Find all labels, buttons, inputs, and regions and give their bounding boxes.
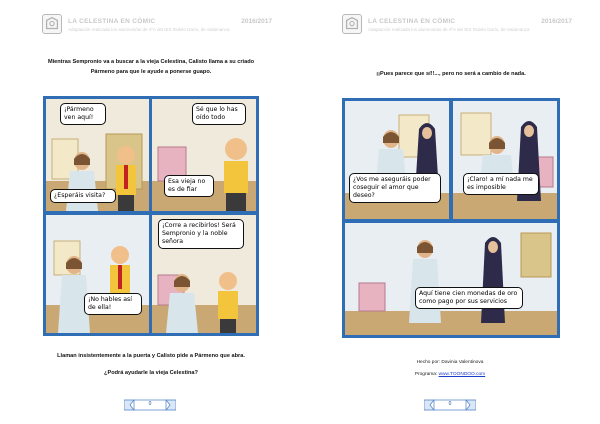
right-page [300, 0, 600, 424]
header-subtitle: Adaptación realizada los alumnos/as de 4ºA del IES Rubén Darío, de Salamanca [368, 27, 530, 32]
comic-strip [43, 96, 259, 336]
page-header [42, 14, 272, 44]
parmeno-figure [110, 246, 130, 295]
speech-bubble: Sé que lo has oído todo [192, 103, 246, 125]
page-number-ribbon [124, 399, 176, 411]
speech-bubble: ¡Claro! a mí nada me es imposible [463, 173, 539, 195]
speech-bubble: Esa vieja no es de fiar [164, 175, 214, 197]
page-header [342, 14, 572, 44]
program-label: Programa: [414, 372, 438, 377]
comic-panel [152, 215, 256, 333]
speech-bubble: ¿Vos me aseguráis poder coseguir el amor que deseo? [349, 173, 441, 203]
intro-text: ¡¡Pues parece que sí!!..., pero no será a cambio de nada. [376, 71, 526, 77]
header-year: 2016/2017 [241, 18, 272, 25]
school-logo-icon [342, 14, 362, 34]
caption-question: ¿Podrá ayudarle la vieja Celestina? [104, 370, 198, 376]
toondoo-link[interactable]: www.TOONDOO.com [438, 372, 486, 377]
header-year: 2016/2017 [541, 18, 572, 25]
comic-panel [453, 101, 557, 219]
header-title: LA CELESTINA EN CÓMIC [68, 18, 156, 25]
parmeno-figure [218, 272, 238, 333]
parmeno-figure [116, 146, 136, 211]
intro-text: Mientras Sempronio va a buscar a la vieja Celestina, Calisto llama a su criado Pármeno para que le ayude a ponerse guapo. [47, 59, 255, 75]
header-title: LA CELESTINA EN CÓMIC [368, 18, 456, 25]
parmeno-figure [224, 138, 248, 211]
caption-text: Llaman insistentemente a la puerta y Calisto pide a Pármeno que abra. [57, 353, 245, 359]
page-number-ribbon [424, 399, 476, 411]
speech-bubble: ¡Pármeno ven aquí! [60, 103, 106, 125]
comic-strip [342, 98, 560, 338]
comic-panel [46, 99, 149, 211]
page-number: 0 [148, 401, 152, 407]
program-credit [300, 372, 600, 377]
comic-panel [152, 99, 256, 211]
speech-bubble: ¡No hables así de ella! [84, 293, 142, 315]
header-subtitle: Adaptación realizada los alumnos/as de 4ºA del IES Rubén Darío, de Salamanca [68, 27, 230, 32]
speech-bubble: ¿Esperáis visita? [50, 189, 116, 203]
comic-panel [345, 101, 449, 219]
speech-bubble: ¡Corre a recibirlos! Será Sempronio y la noble señora [158, 219, 244, 249]
author-credit: Hecho por: Davinia Valentinova [416, 360, 484, 365]
page-number: 0 [448, 401, 452, 407]
speech-bubble: Aquí tiene cien monedas de oro como pago por sus servicios [415, 287, 523, 309]
comic-panel [46, 215, 149, 333]
school-logo-icon [42, 14, 62, 34]
comic-panel [345, 223, 557, 335]
